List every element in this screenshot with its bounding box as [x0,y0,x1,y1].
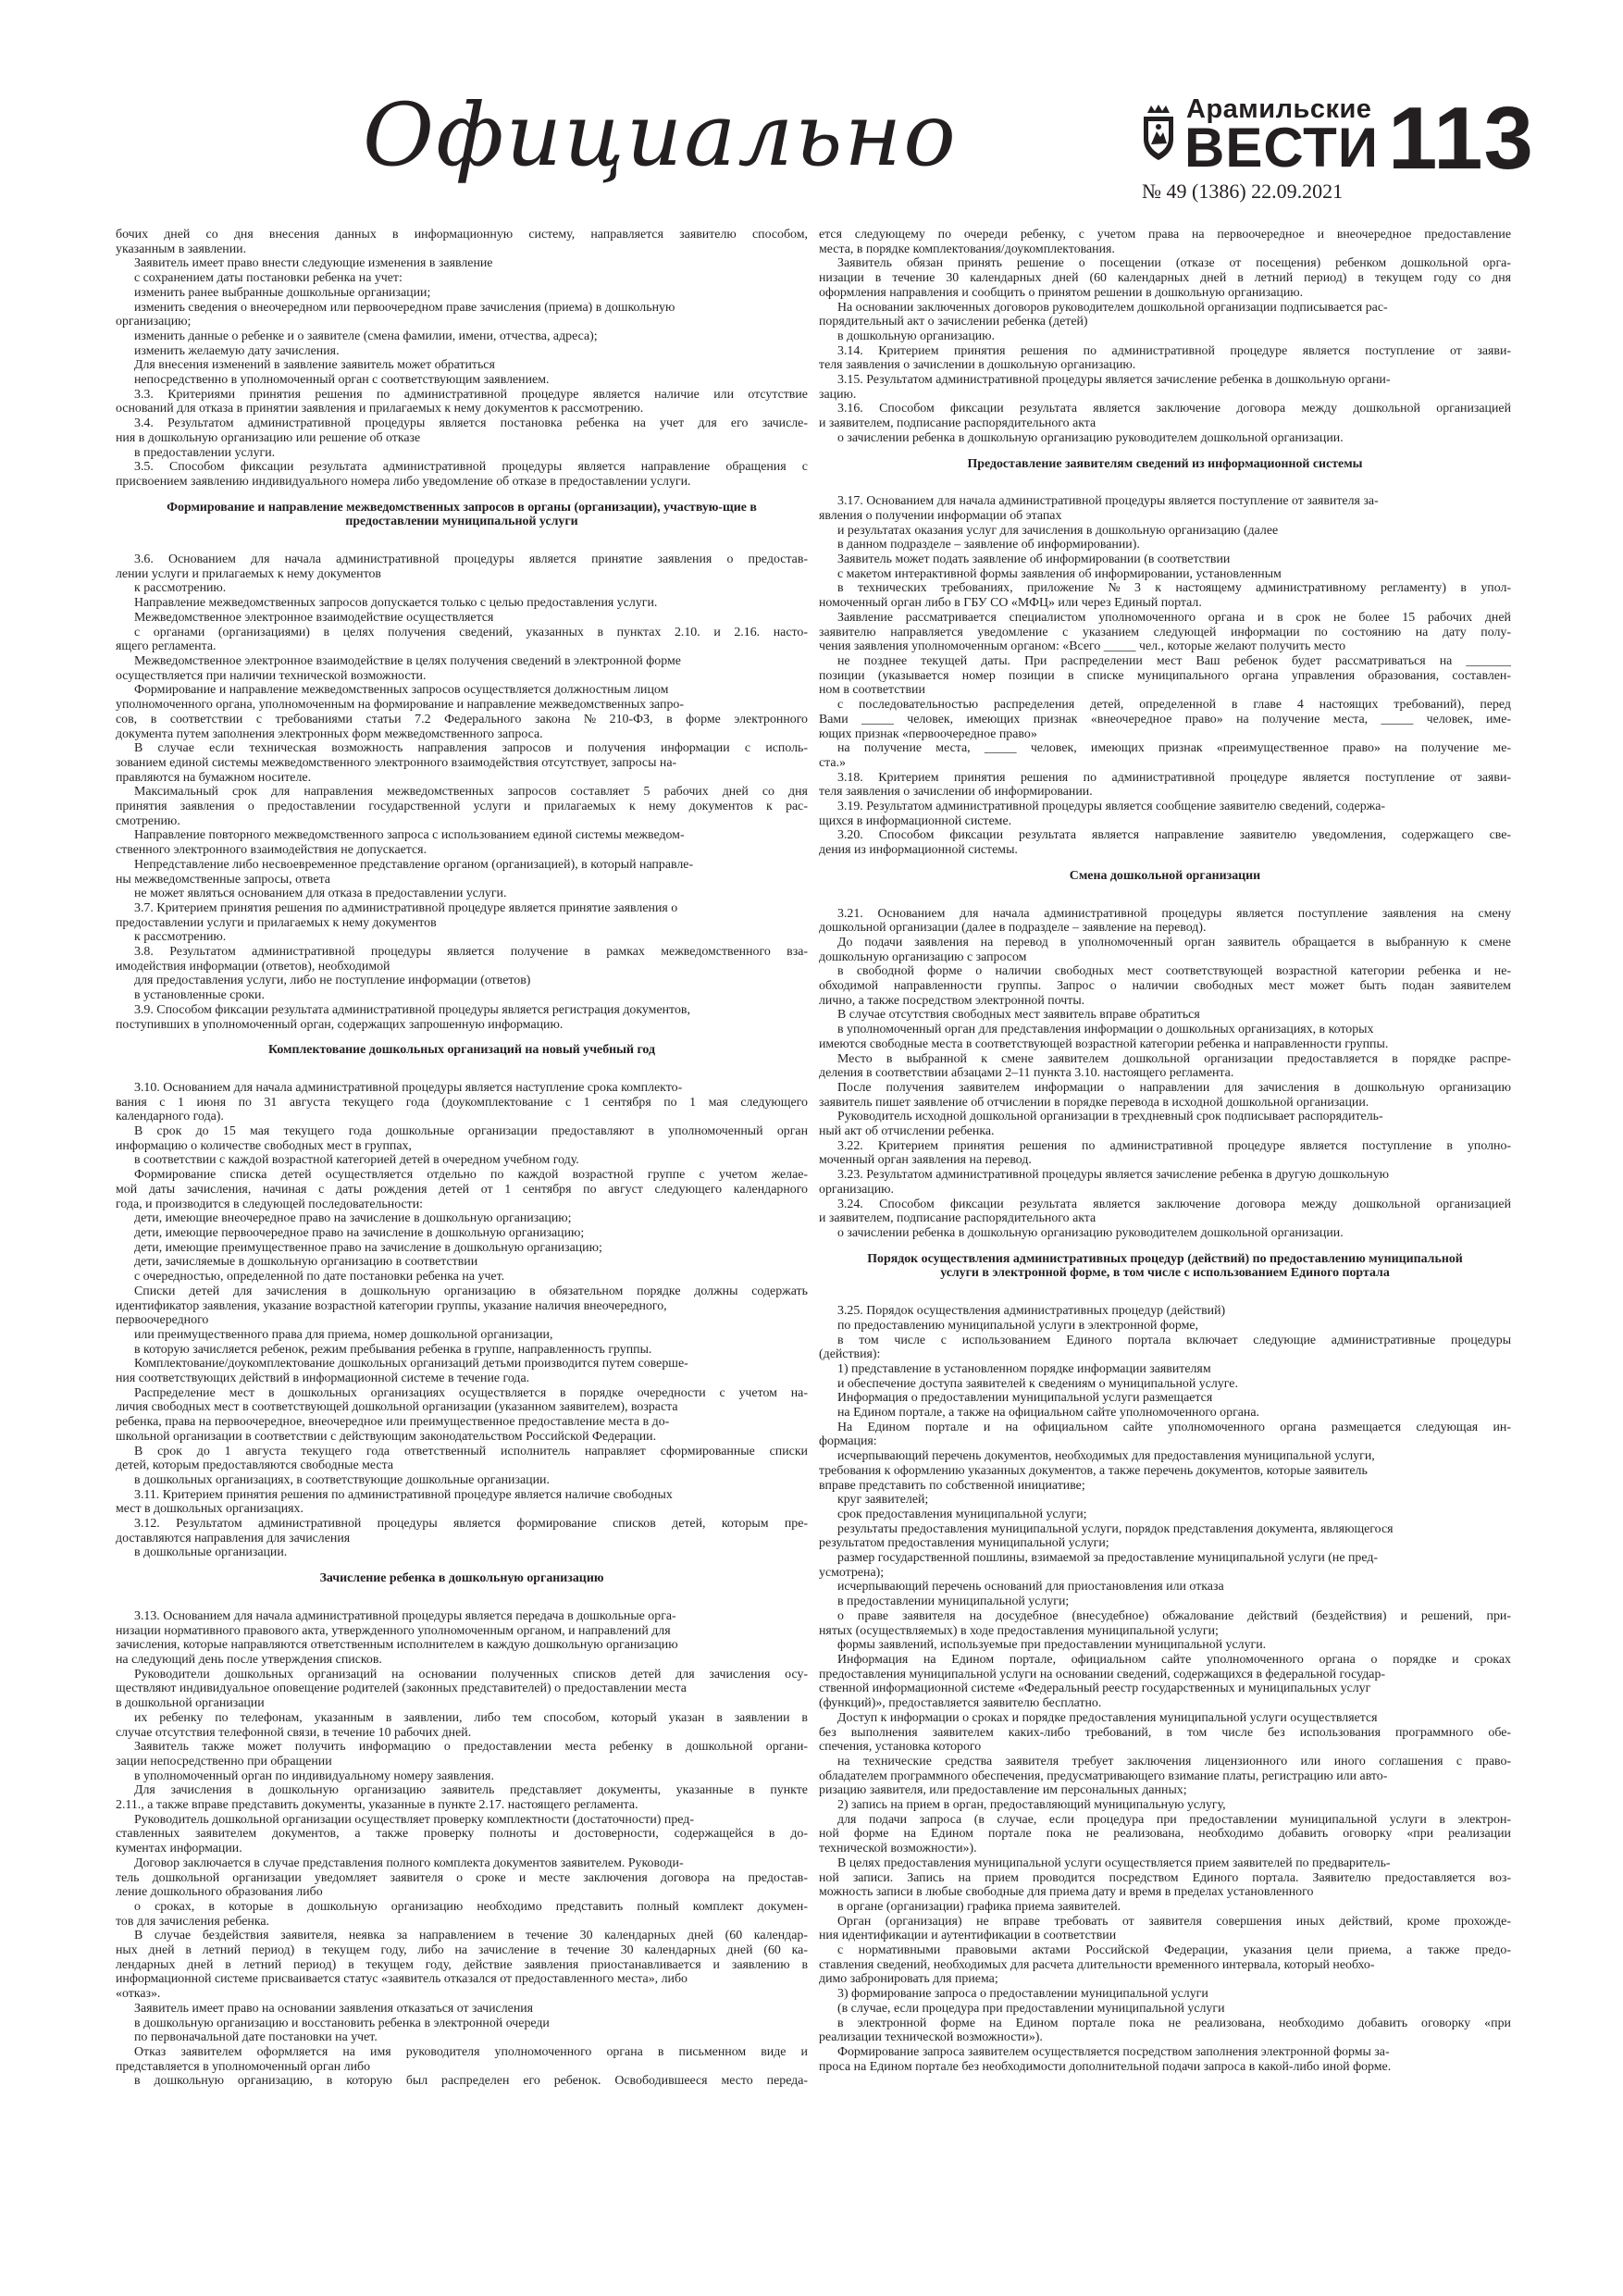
text-line: мой даты зачисления, начиная с даты рождения детей от 1 сентября по август следующего календарного [116,1182,808,1197]
text-line: личия свободных мест в соответствующей дошкольной организации (указанном заявителем), возраста [116,1400,678,1415]
text-line: ный акт об отчислении ребенка. [819,1124,995,1139]
text-line: теля заявления о зачислении об информировании. [819,785,1093,800]
text-line: Заявитель обязан принять решение о посещении (отказе от посещения) ребенком дошкольной орга- [837,256,1511,271]
paragraph-gap [819,480,1511,494]
text-line: в дошкольную организацию, в которую был распределен его ребенок. Освободившееся место переда- [134,2074,808,2089]
text-line: в том числе с использованием Единого портала включает следующие административные процедуры [837,1333,1511,1347]
text-line: случае отсутствия телефонной связи, в течение 10 рабочих дней. [116,1725,472,1740]
text-line: зачисления, которые направляются ответственным исполнителем в каждую дошкольную организацию [116,1638,678,1653]
text-line: о сроках, в которые в дошкольную организацию необходимо представить полный комплект докумен- [134,1899,808,1914]
text-line: ной записи. Запись на прием проводится посредством Единого портала. Заявителю предоставляется воз- [819,1870,1511,1885]
text-line: о зачислении ребенка в дошкольную организацию руководителем дошкольной организации. [837,430,1344,445]
text-line: 2) запись на прием в орган, предоставляющий муниципальную услугу, [837,1798,1226,1813]
text-line: 3.9. Способом фиксации результата административной процедуры является регистрация документов, [134,1002,690,1017]
text-line: Доступ к информации о сроках и порядке предоставления муниципальной услуги осуществляется [837,1710,1378,1725]
text-line: о зачислении ребенка в дошкольную организацию руководителем дошкольной организации. [837,1226,1344,1240]
section-heading: Порядок осуществления административных процедур (действий) по предоставлению муниципальной услуги в электронной форме, в том числе с использованием Единого портала [867,1251,1463,1281]
text-line: Заявитель может подать заявление об информировании (в соответствии [837,552,1231,567]
text-line: усмотрена); [819,1565,885,1580]
text-line: в свободной форме о наличии свободных мест соответствующей возрастной категории ребенка и не- [837,964,1511,979]
text-line: Межведомственное электронное взаимодействие осуществляется [134,610,494,625]
text-line: детей, которым предоставляются свободные места [116,1458,394,1473]
text-line: не позднее текущей даты. При распределении мест Ваш ребенок будет рассматриваться на _______ [837,653,1511,668]
text-line: по предоставлению муниципальной услуги в электронной форме, [837,1318,1199,1333]
text-line: спечения, установка которого [819,1740,982,1755]
text-line: заявитель пишет заявление об отчислении в порядке перевода в исходной дошкольной организации. [819,1095,1369,1110]
text-line: ной форме на Едином портале пока не реализована, необходимо добавить оговорку «при реализации [819,1827,1511,1842]
text-line: информационной системе присваивается статус «заявитель отказался от предоставленного места», либо [116,1972,688,1987]
text-line: предоставлении услуги и прилагаемых к нему документов [116,915,437,930]
text-line: В срок до 15 мая текущего года дошкольные организации предоставляют в уполномоченный орган [134,1124,808,1139]
text-line: В срок до 1 августа текущего года ответственный исполнитель направляет сформированные списки [134,1444,808,1458]
text-line: вания с 1 июня по 31 августа текущего года (доукомплектование с 1 сентября по 1 мая следующего [116,1095,808,1110]
text-line: технической возможности»). [819,1842,977,1856]
text-line: изменить ранее выбранные дошкольные организации; [134,285,431,300]
text-line: ление дошкольного образования либо [116,1885,323,1900]
text-line: ящего регламента. [116,639,217,654]
text-line: изменить желаемую дату зачисления. [134,343,340,358]
text-line: Вами _____ человек, имеющих признак «внеочередное право» на получение места, _____ человек, име- [819,712,1511,726]
text-line: на следующий день после утверждения списков. [116,1652,382,1667]
paragraph-gap [116,1595,808,1609]
text-line: размер государственной пошлины, взимаемой за предоставление муниципальной услуги (не пред- [837,1551,1379,1566]
text-line: правляются на бумажном носителе. [116,770,312,785]
text-line: в технических требованиях, приложение № 3 к настоящему административному регламенту) в упол- [837,581,1511,596]
text-line: теля заявления о зачислении в дошкольную организацию. [819,358,1136,373]
text-line: в дошкольную организацию. [837,329,996,343]
text-line: указанным в заявлении. [116,242,247,256]
paragraph-gap [116,539,808,552]
text-line: ния в дошкольную организацию или решение об отказе [116,430,421,445]
text-line: школьной организации в соответствии с действующим законодательством Российской Федерации. [116,1429,657,1444]
text-line: бочих дней со дня внесения данных в информационную систему, направляется заявителю способом, [116,228,808,242]
text-line: «отказ». [116,1987,161,2002]
text-line: к рассмотрению. [134,930,227,945]
text-line: можность записи в любые свободные для приема дату и время в пределах установленного [819,1885,1314,1900]
text-line: предоставления муниципальной услуги на основании сведений, содержащихся в федеральной государ- [819,1667,1386,1682]
text-line: Заявление рассматривается специалистом уполномоченного органа и в срок не более 15 рабочих дней [837,610,1511,625]
text-line: Максимальный срок для направления межведомственных запросов составляет 5 рабочих дней со дня [134,785,808,800]
text-line: в которую зачисляется ребенок, режим пребывания ребенка в группе, направленность группы. [134,1342,652,1357]
text-line: На Едином портале и на официальном сайте уполномоченного органа размещается следующая ин- [837,1420,1511,1434]
paragraph-gap [116,1067,808,1081]
text-line: сов, в соответствии с требованиями статьи 7.2 Федерального закона № 210-ФЗ, в форме электронного [116,712,808,726]
text-line: ществляют индивидуальное оповещение родителей (законных представителей) о предоставлении места [116,1682,687,1696]
text-line: заявителю направляется уведомление с указанием следующей информации по состоянию на дату полу- [819,625,1511,639]
text-line: 3.18. Критерием принятия решения по административной процедуре является поступление от заяви- [837,770,1511,785]
text-line: с органами (организациями) в целях получения сведений, указанных в пунктах 2.10. и 2.16. насто- [134,625,808,639]
text-line: кументах информации. [116,1842,242,1856]
text-line: 3.6. Основанием для начала административной процедуры является принятие заявления о предостав- [134,552,808,567]
text-line: Информация на Едином портале, официальном сайте уполномоченного органа о порядке и сроках [837,1652,1511,1667]
text-line: зации непосредственно при обращении [116,1754,332,1769]
text-line: организацию. [819,1182,894,1197]
text-line: 3.15. Результатом административной процедуры является зачисление ребенка в дошкольную органи- [837,373,1391,388]
text-line: организацию; [116,315,192,329]
text-line: Заявитель также может получить информацию о предоставлении места ребенку в дошкольной органи- [134,1740,808,1755]
text-line: моченный орган заявления на перевод. [819,1153,1032,1168]
text-line: идентификатор заявления, указание возрастной категории группы, указание наличия внеочередного, [116,1298,667,1313]
text-line: тов для зачисления ребенка. [116,1914,270,1929]
text-line: вправе представить по собственной инициативе; [819,1478,1085,1493]
text-line: 3.12. Результатом административной процедуры является формирование списков детей, которым пре- [134,1517,808,1532]
text-line: имодействия информации (ответов), необходимой [116,959,390,974]
text-line: димо забронировать для приема; [819,1972,998,1987]
text-line: на технические средства заявителя требует заключения лицензионного или иного соглашения с право- [837,1754,1511,1769]
text-line: круг заявителей; [837,1493,929,1508]
section-heading: Комплектование дошкольных организаций на новый учебный год [267,1043,656,1058]
text-line: 3.21. Основанием для начала административной процедуры является поступление заявления на смену [837,906,1511,921]
text-line: Распределение мест в дошкольных организациях осуществляется в порядке очередности с учетом на- [134,1385,808,1400]
text-line: щихся в информационной системе. [819,813,1012,828]
text-line: о праве заявителя на досудебное (внесудебное) обжалование действий (бездействия) и решений, при- [837,1608,1511,1623]
text-line: в предоставлении муниципальной услуги; [837,1595,1070,1609]
text-line: на получение места, _____ человек, имеющих признак «преимущественное право» на получение ме- [837,741,1511,756]
section-heading: Зачисление ребенка в дошкольную организацию [319,1571,604,1586]
text-line: проса на Едином портале без необходимости дополнительной подачи запроса в какой-либо иной форме. [819,2059,1392,2074]
text-line: поступивших в уполномоченный орган, содержащих запрошенную информацию. [116,1017,564,1032]
text-line: Направление межведомственных запросов допускается только с целью предоставления услуги. [134,596,658,611]
text-line: 3.11. Критерием принятия решения по административной процедуре является наличие свободных [134,1487,673,1502]
text-line: низации нормативного правового акта, утвержденного уполномоченным органом, и направлений для [116,1623,671,1638]
text-line: нятых (осуществляемых) в ходе предоставления муниципальной услуги; [819,1623,1219,1638]
text-line: ста.» [819,755,846,770]
text-line: в электронной форме на Едином портале пока не реализована, необходимо добавить оговорку «при [837,2016,1511,2030]
text-line: к рассмотрению. [134,581,227,596]
text-line: ственного электронного взаимодействия не допускается. [116,843,427,858]
text-line: дети, имеющие первоочередное право на зачисление в дошкольную организацию; [134,1226,585,1240]
text-line: После получения заявителем информации о направлении для зачисления в дошкольную организацию [837,1080,1511,1095]
section-heading: Предоставление заявителям сведений из информационной системы [967,456,1363,471]
text-line: дети, имеющие преимущественное право на зачисление в дошкольную организацию; [134,1240,602,1255]
text-line: оформления направления и сообщить о принятом решении в дошкольную организацию. [819,285,1304,300]
text-line: Руководитель исходной дошкольной организации в трехдневный срок подписывает распорядитель- [837,1110,1383,1124]
text-line: по первоначальной дате постановки на учет. [134,2030,378,2045]
text-line: Формирование и направление межведомственных запросов осуществляется должностным лицом [134,683,669,698]
text-line: уполномоченного органа, уполномоченным на формирование и направление межведомственных запро- [116,698,684,713]
text-line: ны межведомственные запросы, ответа [116,872,330,887]
text-line: ственной информационной системе «Федеральный реестр государственных и муниципальных услуг [819,1682,1371,1696]
text-line: ризацию заявителя, или предоставление им персональных данных; [819,1783,1187,1798]
text-line: ния идентификации и аутентификации в соответствии [819,1929,1117,1943]
text-line: зацию. [819,387,857,402]
section-title: Официально [363,85,958,186]
text-line: первоочередного [116,1313,209,1328]
text-line: и результатах оказания услуг для зачисления в дошкольную организацию (далее [837,523,1279,538]
text-line: Отказ заявителем оформляется на имя руководителя уполномоченного органа в письменном виде и [134,2044,808,2059]
text-line: дети, зачисляемые в дошкольную организацию в соответствии [134,1255,478,1270]
text-line: 1) представление в установленном порядке информации заявителям [837,1361,1211,1376]
text-line: в уполномоченный орган для представления информации о дошкольных организациях, в которых [837,1023,1374,1037]
text-line: и обеспечение доступа заявителей к сведениям о муниципальной услуге. [837,1376,1238,1391]
text-line: на Едином портале, а также на официальном сайте уполномоченного органа. [837,1406,1260,1421]
left-column [116,228,808,2089]
text-line: документа путем заполнения электронных форм межведомственного запроса. [116,726,543,741]
text-line: изменить сведения о внеочередном или первоочередном праве зачисления (приема) в дошкольную [134,300,675,315]
text-line: требования к оформлению указанных документов, а также перечень документов, которые заявитель [819,1463,1368,1478]
text-line: представляется в уполномоченный орган либо [116,2059,371,2074]
text-line: для предоставления услуги, либо не поступление информации (ответов) [134,974,531,988]
text-line: 3.14. Критерием принятия решения по административной процедуре является поступление от заяви- [837,343,1511,358]
text-line: в дошкольной организации [116,1696,265,1711]
text-line: осуществляется при наличии технической возможности. [116,668,427,683]
text-line: зованием единой системы межведомственного электронного взаимодействия отсутствует, запросы на- [116,755,677,770]
text-line: Для внесения изменений в заявление заявитель может обратиться [134,358,495,373]
logo-text-small: Арамильские [1186,94,1372,124]
text-line: в дошкольных организациях, в соответствующие дошкольные организации. [134,1472,550,1487]
text-line: 3.5. Способом фиксации результата административной процедуры является направление обращения с [134,460,808,475]
text-line: оснований для отказа в принятии заявления и прилагаемых к нему документов к рассмотрению. [116,402,644,416]
text-line: Формирование списка детей осуществляется отдельно по каждой возрастной группе с учетом желае- [134,1168,808,1183]
text-line: принятия заявления о предоставлении государственной услуги и прилагаемых к нему документов к рас- [116,800,808,814]
text-line: Договор заключается в случае представления полного комплекта документов заявителем. Руководи- [134,1855,684,1870]
text-line: 3) формирование запроса о предоставлении муниципальной услуги [837,1987,1208,2002]
text-line: Место в выбранной к смене заявителем дошкольной организации предоставляется в порядке распре- [837,1051,1511,1066]
text-line: 3.17. Основанием для начала административной процедуры является поступление от заявителя за- [837,494,1379,509]
issue-info: № 49 (1386) 22.09.2021 [1142,180,1344,203]
text-line: обладателем программного обеспечения, предусматривающего взимание платы, регистрацию или авто- [819,1769,1388,1783]
text-line: в данном подразделе – заявление об информировании). [837,538,1140,552]
text-line: 3.23. Результатом административной процедуры является зачисление ребенка в другую дошкольную [837,1168,1390,1183]
text-line: присвоением заявлению индивидуального номера либо уведомление об отказе в предоставлении услуги. [116,474,691,489]
text-line: не может являться основанием для отказа в предоставлении услуги. [134,887,507,901]
text-line: Формирование запроса заявителем осуществляется посредством заполнения электронной формы за- [837,2044,1390,2059]
text-line: 3.13. Основанием для начала административной процедуры является передача в дошкольные орга- [134,1608,676,1623]
text-line: Руководители дошкольных организаций на основании полученных списков детей для зачисления осу- [134,1667,808,1682]
text-line: с очередностью, определенной по дате постановки ребенка на учет. [134,1270,505,1285]
text-line: Комплектование/доукомплектование дошкольных организаций детьми производится путем соверше- [134,1357,688,1371]
text-line: Списки детей для зачисления в дошкольную организацию в обязательном порядке должны содержать [134,1284,808,1298]
text-line: В целях предоставления муниципальной услуги осуществляется прием заявителей по предваритель- [837,1855,1391,1870]
text-line: номоченный орган либо в ГБУ СО «МФЦ» или через Единый портал. [819,596,1202,611]
text-line: В случае отсутствия свободных мест заявитель вправе обратиться [837,1008,1200,1023]
text-line: ющих признак «первоочередное право» [819,726,1037,741]
section-heading: Смена дошкольной организации [1069,868,1261,883]
text-line: с сохранением даты постановки ребенка на учет: [134,271,403,286]
text-line: лении услуги и прилагаемых к нему документов [116,566,381,581]
text-line: 3.25. Порядок осуществления административных процедур (действий) [837,1304,1226,1319]
text-line: До подачи заявления на перевод в уполномоченный орган заявитель обращается в выбранную к смене [837,935,1511,949]
text-line: формация: [819,1434,877,1449]
text-line: мест в дошкольных организациях. [116,1502,304,1517]
text-line: обходимой направленности группы. Запрос о наличии свободных мест может быть подан заявителем [819,979,1511,994]
text-line: В случае если техническая возможность направления запросов и получения информации с исполь- [134,741,808,756]
paragraph-gap [819,1290,1511,1304]
text-line: места, в порядке комплектования/доукомплектования. [819,242,1115,256]
text-line: имеются свободные места в соответствующей возрастной категории ребенка и направленности группы. [819,1036,1389,1051]
text-line: с последовательностью распределения детей, определенной в главе 4 настоящих требований), перед [837,698,1511,713]
text-line: дети, имеющие внеочередное право на зачисление в дошкольную организацию; [134,1211,572,1226]
text-line: ния соответствующих действий в информационной системе в течение года. [116,1371,530,1386]
text-line: лендарных дней в летний период) в текущем году, действие заявления приостанавливается и заявлению в [116,1957,808,1972]
text-line: На основании заключенных договоров руководителем дошкольной организации подписывается рас- [837,300,1388,315]
text-line: их ребенку по телефонам, указанным в заявлении, либо тем способом, который указан в заявлении в [134,1710,808,1725]
text-line: Для зачисления в дошкольную организацию заявитель представляет документы, указанные в пункте [134,1783,808,1798]
text-line: изменить данные о ребенке и о заявителе (смена фамилии, имени, отчества, адреса); [134,329,598,343]
text-line: исчерпывающий перечень документов, необходимых для предоставления муниципальной услуги, [837,1449,1375,1464]
text-line: формы заявлений, используемые при предоставлении муниципальной услуги. [837,1638,1267,1653]
text-line: (действия): [819,1347,881,1362]
text-line: позиции (указывается номер позиции в списке муниципального органа управления образования, составлен- [819,668,1511,683]
text-line: порядительный акт о зачислении ребенка (детей) [819,315,1088,329]
text-line: низации в течение 30 календарных дней (60 календарных дней в летний период) в текущем году со дня [819,271,1511,286]
text-line: ребенка, права на первоочередное, внеочередное или преимущественное предоставление места в до- [116,1415,670,1430]
text-line: ном в соответствии [819,683,925,698]
text-line: в предоставлении услуги. [134,445,276,460]
text-line: и заявителем, подписание распорядительного акта [819,416,1096,431]
text-line: без выполнения заявителем каких-либо требований, в том числе без использования программного обе- [819,1725,1511,1740]
text-line: 3.22. Критерием принятия решения по административной процедуре является поступление в уполно- [837,1138,1511,1153]
text-line: в органе (организации) графика приема заявителей. [837,1899,1121,1914]
text-line: ется следующему по очереди ребенку, с учетом права на первоочередное и внеочередное предоставление [819,228,1511,242]
text-line: с нормативными правовыми актами Российской Федерации, указания цели приема, а также предо- [837,1943,1511,1958]
logo-text-big: ВЕСТИ [1184,117,1379,179]
text-line: в соответствии с каждой возрастной категорией детей в очередном учебном году. [134,1153,579,1168]
text-line: Межведомственное электронное взаимодействие в целях получения сведений в электронной форме [134,653,681,668]
text-line: в установленные сроки. [134,988,265,1003]
text-line: с макетом интерактивной формы заявления об информировании, установленным [837,566,1282,581]
text-line: календарного года). [116,1110,224,1124]
text-line: результаты предоставления муниципальной услуги, порядок представления документа, являющегося [837,1521,1394,1536]
crest-icon [1140,104,1177,161]
text-line: и заявителем, подписание распорядительного акта [819,1211,1096,1226]
text-line: доставляются направления для зачисления [116,1531,351,1545]
text-line: непосредственно в уполномоченный орган с соответствующим заявлением. [134,373,550,388]
text-line: лично, а также посредством электронной почты. [819,993,1085,1008]
text-line: явления о получении информации об этапах [819,508,1062,523]
text-line: 3.10. Основанием для начала административной процедуры является наступление срока комплекто- [134,1080,683,1095]
text-line: дошкольной организации (далее в подразделе – заявление на перевод). [819,921,1207,936]
text-line: Непредставление либо несвоевременное представление органом (организацией), в который направле- [134,857,694,872]
text-line: 3.7. Критерием принятия решения по административной процедуре является принятие заявления о [134,900,678,915]
text-line: или преимущественного права для приема, номер дошкольной организации, [134,1327,553,1342]
text-line: года, и производится в следующей последовательности: [116,1197,424,1211]
paragraph-gap [819,893,1511,907]
right-column [819,228,1511,2074]
text-line: результатом предоставления муниципальной услуги; [819,1536,1109,1551]
text-line: 3.4. Результатом административной процедуры является постановка ребенка на учет для его зачисле- [134,416,808,431]
text-line: 3.16. Способом фиксации результата является заключение договора между дошкольной организацией [837,402,1511,416]
text-line: 3.20. Способом фиксации результата является направление заявителю уведомления, содержащего све- [837,828,1511,843]
text-line: 3.3. Критериями принятия решения по административной процедуре является наличие или отсутствие [134,387,808,402]
text-line: дения из информационной системы. [819,843,1018,858]
text-line: деления в соответствии абзацами 2–11 пункта 3.10. настоящего регламента. [819,1066,1234,1081]
text-line: Информация о предоставлении муниципальной услуги размещается [837,1391,1213,1406]
text-line: 3.24. Способом фиксации результата является заключение договора между дошкольной организацией [837,1197,1511,1211]
text-line: информацию о количестве свободных мест в группах, [116,1138,412,1153]
text-line: 3.19. Результатом административной процедуры является сообщение заявителю сведений, содержа- [837,800,1386,814]
text-line: Руководитель дошкольной организации осуществляет проверку комплектности (достаточности) пред- [134,1812,694,1827]
text-line: срок предоставления муниципальной услуги; [837,1507,1087,1521]
text-line: для подачи запроса (в случае, если процедура при предоставлении муниципальной услуги в электрон- [837,1812,1511,1827]
text-line: в уполномоченный орган по индивидуальному номеру заявления. [134,1769,494,1783]
text-line: смотрению. [116,813,180,828]
text-line: чения заявления уполномоченным органом: «Всего _____ чел., которые желают получить место [819,639,1346,654]
section-heading: Формирование и направление межведомственных запросов в органы (организации), участвую-щие в предоставлении муниципальной услуги [167,500,757,529]
page-number: 113 [1388,89,1534,188]
text-line: 3.8. Результатом административной процедуры является получение в рамках межведомственного вза- [134,945,808,960]
text-line: ставленных заявителем документов, а также проверку полноты и достоверности, содержащейся в до- [116,1827,808,1842]
text-line: (функций)», предоставляется заявителю бесплатно. [819,1696,1102,1711]
text-line: исчерпывающий перечень оснований для приостановления или отказа [837,1580,1224,1595]
text-line: дошкольную организацию с запросом [819,949,1027,964]
text-line: Заявитель имеет право на основании заявления отказаться от зачисления [134,2001,534,2016]
text-line: ных дней в летний период) в текущем году, либо на зачисление в течение 30 календарных дней (60 ка- [116,1943,808,1958]
text-line: Заявитель имеет право внести следующие изменения в заявление [134,256,493,271]
text-line: 2.11., а также вправе представить документы, указанные в пункте 2.17. настоящего регламента. [116,1798,638,1813]
text-line: (в случае, если процедура при предоставлении муниципальной услуги [837,2001,1225,2016]
text-line: Орган (организация) не вправе требовать от заявителя совершения иных действий, кроме прохожде- [837,1914,1511,1929]
text-line: Направление повторного межведомственного запроса с использованием единой системы межведом- [134,828,685,843]
text-line: в дошкольные организации. [134,1545,288,1560]
text-line: тель дошкольной организации уведомляет заявителя о сроке и месте заключения договора на предостав- [116,1870,808,1885]
masthead [0,0,1623,222]
text-line: В случае бездействия заявителя, неявка за направлением в течение 30 календарных дней (60 календар- [134,1929,808,1943]
text-line: ставления сведений, необходимых для расчета длительности временного интервала, который необхо- [819,1957,1375,1972]
text-line: в дошкольную организацию и восстановить ребенка в электронной очереди [134,2016,550,2030]
text-line: реализации технической возможности»). [819,2030,1043,2045]
